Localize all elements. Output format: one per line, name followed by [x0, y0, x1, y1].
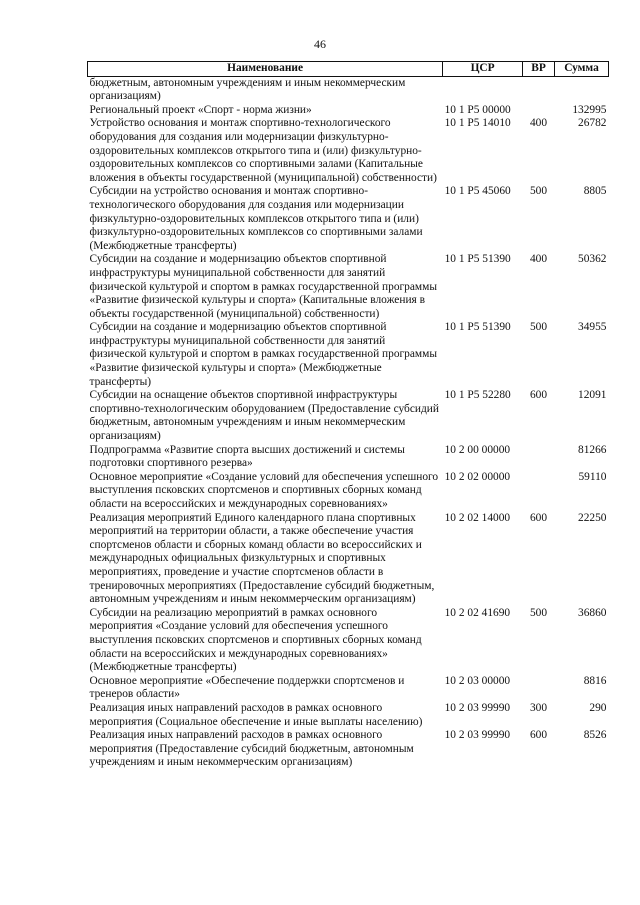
row-name: Субсидии на создание и модернизацию объектов спортивной инфраструктуры муниципальной собственности для занятий физической культурой и спортом в рамках государственной программы «Развитие физической культуры и спорта» (Капитальные вложения в объекты государственной (муниципальной) собственности)	[89, 253, 438, 320]
row-name: Реализация иных направлений расходов в рамках основного мероприятия (Социальное обеспечение и иные выплаты населению)	[89, 701, 423, 728]
table-row	[88, 104, 609, 118]
row-name: Основное мероприятие «Обеспечение поддержки спортсменов и тренеров области»	[89, 674, 405, 701]
table-row	[88, 185, 609, 253]
row-csr: 10 1 Р5 51390	[444, 253, 511, 266]
row-name: Субсидии на устройство основания и монтаж спортивно-технологического оборудования для создания или модернизации физкультурно-оздоровительных комплексов открытого типа и (или) физкультурно-оздоровительных комплексов со спортивными залами (Межбюджетные трансферты)	[89, 185, 423, 252]
row-sum: 22250	[578, 511, 607, 524]
budget-table	[87, 61, 609, 770]
table-row	[88, 389, 609, 443]
row-vr: 300	[529, 701, 548, 714]
row-csr: 10 1 Р5 45060	[444, 185, 511, 198]
row-name: Региональный проект «Спорт - норма жизни»	[89, 103, 312, 116]
row-sum: 290	[589, 701, 607, 714]
row-name: Устройство основания и монтаж спортивно-технологического оборудования для создания или модернизации физкультурно-оздоровительных комплексов открытого типа и (или) физкультурно-оздоровительных комплексов со спортивными залами (Капитальные вложения в объекты государственной (муниципальной) собственности)	[89, 117, 437, 184]
row-sum: 8526	[583, 729, 607, 742]
table-row	[88, 117, 609, 185]
row-sum	[555, 76, 609, 104]
row-csr: 10 1 Р5 00000	[444, 103, 511, 116]
row-name: Основное мероприятие «Создание условий для обеспечения успешного выступления псковских спортсменов и спортивных сборных команд области на всероссийских и международных соревнованиях»	[89, 470, 439, 510]
table-row	[88, 729, 609, 770]
row-name: Субсидии на реализацию мероприятий в рамках основного мероприятия «Создание условий для обеспечения успешного выступления псковских спортсменов и спортивных сборных команд области на всероссийских и международных соревнованиях» (Межбюджетные трансферты)	[89, 606, 422, 674]
row-vr	[523, 471, 555, 512]
row-name: Реализация мероприятий Единого календарного плана спортивных мероприятий на территории области, а также обеспечение участия спортсменов области и сборных команд области во всероссийских и международных официальных физкультурных и спортивных мероприятиях, проведение и участие спортсменов области в тренировочных мероприятиях (Предоставление субсидий бюджетным, автономным учреждениям и иным некоммерческим организациям)	[89, 511, 435, 606]
row-sum: 59110	[578, 470, 607, 483]
row-vr: 600	[529, 511, 548, 524]
row-name: Реализация иных направлений расходов в рамках основного мероприятия (Предоставление субсидий бюджетным, автономным учреждениям и иным некоммерческим организациям)	[89, 729, 414, 769]
row-csr: 10 2 02 14000	[444, 511, 511, 524]
row-sum: 26782	[578, 117, 607, 130]
table-header	[88, 62, 609, 77]
row-csr: 10 1 Р5 52280	[444, 389, 511, 402]
row-vr	[523, 76, 555, 104]
row-csr: 10 2 00 00000	[444, 443, 511, 456]
row-vr: 400	[529, 117, 548, 130]
row-sum: 132995	[572, 103, 607, 116]
row-name: Субсидии на создание и модернизацию объектов спортивной инфраструктуры муниципальной собственности для занятий физической культурой и спортом в рамках государственной программы «Развитие физической культуры и спорта» (Межбюджетные трансферты)	[89, 321, 438, 388]
row-csr: 10 2 03 00000	[444, 674, 511, 687]
row-vr: 400	[529, 253, 548, 266]
row-vr: 600	[529, 729, 548, 742]
table-row	[88, 321, 609, 389]
header-vr: ВР	[523, 62, 555, 77]
row-sum: 8805	[583, 185, 607, 198]
row-name: Субсидии на оснащение объектов спортивной инфраструктуры спортивно-технологическим оборудованием (Предоставление субсидий бюджетным, автономным учреждениям и иным некоммерческим организациям)	[89, 389, 439, 443]
table-row	[88, 253, 609, 321]
header-sum: Сумма	[555, 62, 609, 77]
row-sum: 34955	[578, 321, 607, 334]
row-csr: 10 1 Р5 51390	[444, 321, 511, 334]
header-csr: ЦСР	[443, 62, 523, 77]
table-body	[88, 76, 609, 770]
row-sum: 81266	[578, 443, 607, 456]
row-vr: 500	[529, 321, 548, 334]
row-name: Подпрограмма «Развитие спорта высших достижений и системы подготовки спортивного резерва»	[89, 443, 405, 470]
table-row	[88, 607, 609, 675]
row-csr	[443, 76, 523, 104]
row-vr	[523, 104, 555, 118]
row-vr	[523, 444, 555, 471]
row-vr: 500	[529, 185, 548, 198]
row-vr: 500	[529, 606, 548, 619]
row-csr: 10 2 02 41690	[444, 606, 511, 619]
row-sum: 12091	[578, 389, 607, 402]
row-csr: 10 2 03 99990	[444, 701, 511, 714]
row-vr	[523, 675, 555, 702]
table-row	[88, 702, 609, 729]
table-row	[88, 444, 609, 471]
page-number: 46	[314, 37, 326, 51]
row-sum: 36860	[578, 606, 607, 619]
table-row	[88, 76, 609, 104]
table-row	[88, 471, 609, 512]
row-sum: 8816	[583, 674, 607, 687]
table-row	[88, 512, 609, 607]
header-name: Наименование	[88, 62, 443, 77]
row-csr: 10 1 Р5 14010	[444, 117, 511, 130]
table-row	[88, 675, 609, 702]
row-vr: 600	[529, 389, 548, 402]
row-csr: 10 2 03 99990	[444, 729, 511, 742]
row-csr: 10 2 02 00000	[444, 470, 511, 483]
row-sum: 50362	[578, 253, 607, 266]
row-name: бюджетным, автономным учреждениям и иным некоммерческим организациям)	[89, 76, 406, 103]
